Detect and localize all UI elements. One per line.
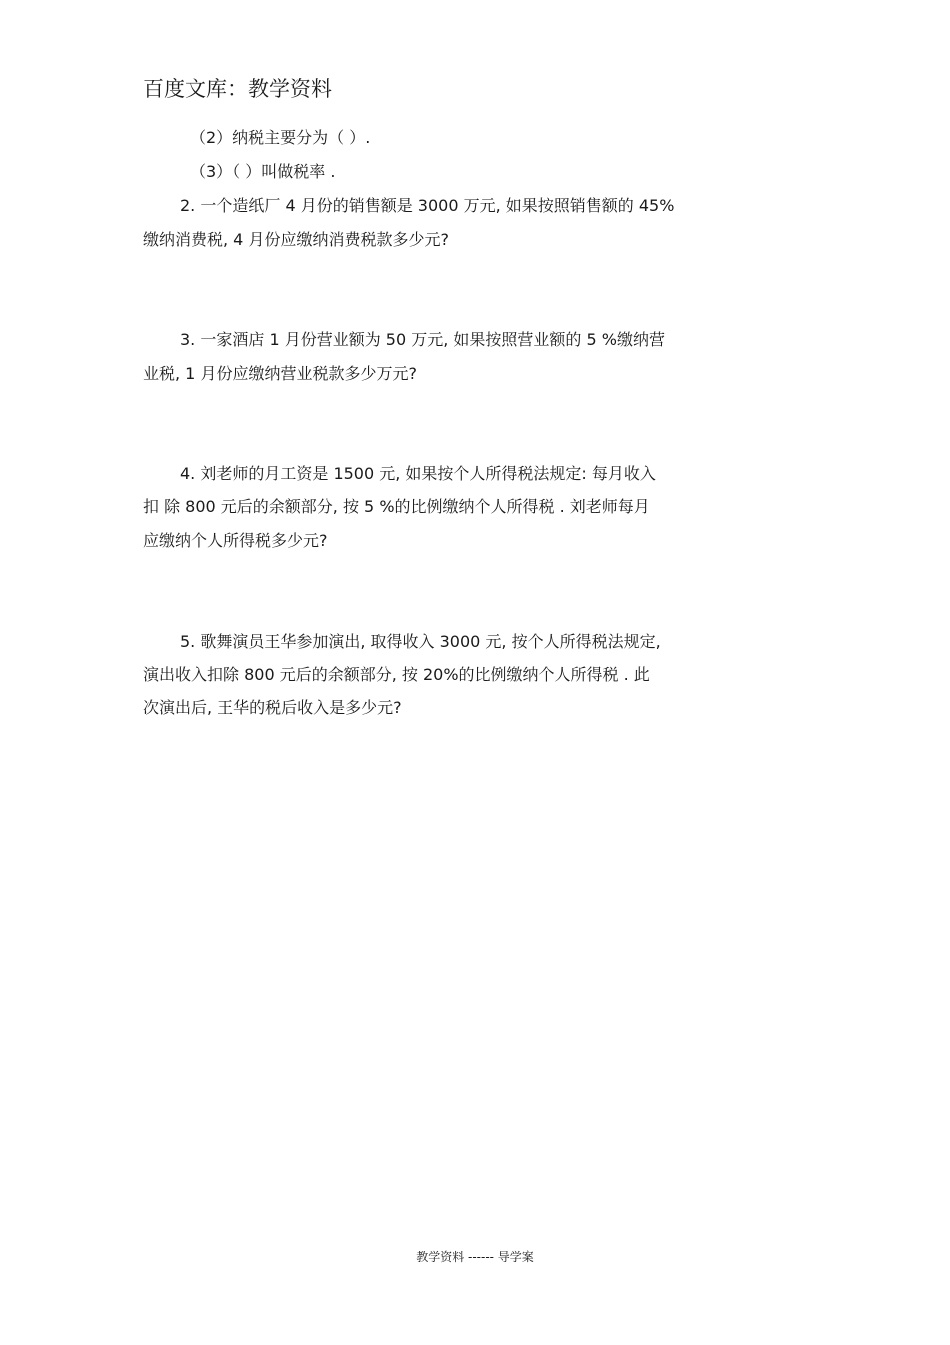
question-1-part-3: （3）（ ）叫做税率 .	[190, 162, 336, 181]
question-5-line-1: 5. 歌舞演员王华参加演出, 取得收入 3000 元, 按个人所得税法规定,	[180, 632, 661, 651]
question-3-line-2: 业税, 1 月份应缴纳营业税款多少万元?	[143, 364, 417, 383]
question-2-line-1: 2. 一个造纸厂 4 月份的销售额是 3000 万元, 如果按照销售额的 45%	[180, 196, 675, 215]
question-5-line-3: 次演出后, 王华的税后收入是多少元?	[143, 698, 402, 717]
question-4-line-3: 应缴纳个人所得税多少元?	[143, 531, 328, 550]
question-3-line-1: 3. 一家酒店 1 月份营业额为 50 万元, 如果按照营业额的 5 %缴纳营	[180, 330, 665, 349]
page-footer: 教学资料 ------ 导学案	[416, 1250, 534, 1264]
page-header-title: 百度文库：教学资料	[143, 77, 332, 101]
question-2-line-2: 缴纳消费税, 4 月份应缴纳消费税款多少元?	[143, 230, 449, 249]
question-5-line-2: 演出收入扣除 800 元后的余额部分, 按 20%的比例缴纳个人所得税 . 此	[143, 665, 650, 684]
question-4-line-1: 4. 刘老师的月工资是 1500 元, 如果按个人所得税法规定: 每月收入	[180, 464, 656, 483]
question-4-line-2: 扣 除 800 元后的余额部分, 按 5 %的比例缴纳个人所得税 . 刘老师每月	[143, 497, 650, 516]
question-1-part-2: （2）纳税主要分为（ ）.	[190, 128, 371, 147]
